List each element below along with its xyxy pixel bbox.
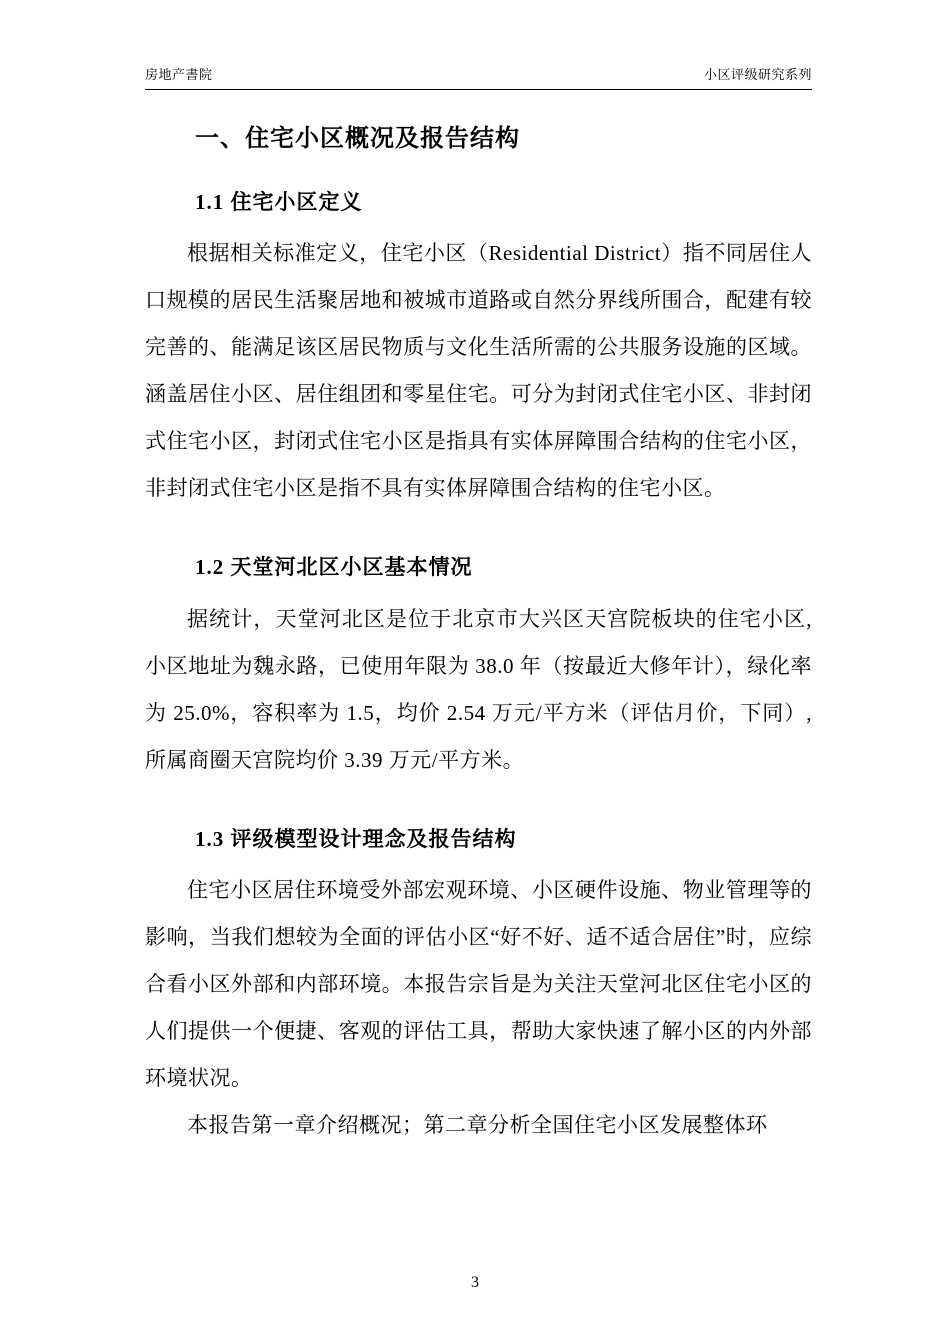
page-header (145, 0, 812, 90)
section-1-1 (145, 189, 812, 512)
header-left-text: 房地产書院 (145, 67, 213, 82)
section-1-2 (145, 554, 812, 783)
document-body (145, 124, 812, 1149)
section-1-1-heading: 1.1 住宅小区定义 (195, 190, 363, 215)
page-number: 3 (471, 1274, 479, 1291)
header-right-text: 小区评级研究系列 (703, 67, 812, 82)
section-1-2-paragraph: 据统计，天堂河北区是位于北京市大兴区天宫院板块的住宅小区,小区地址为魏永路，已使用年限为 38.0 年（按最近大修年计），绿化率为 25.0%，容积率为 1.5，均价 2.54 万元/平方米（评估月价，下同）,所属商圈天宫院均价 3.39 万元/平方米。 (145, 606, 812, 772)
chapter-title: 一、住宅小区概况及报告结构 (195, 126, 520, 152)
section-1-1-paragraph: 根据相关标准定义，住宅小区（Residential District）指不同居住人口规模的居民生活聚居地和被城市道路或自然分界线所围合，配建有较完善的、能满足该区居民物质与文化生活所需的公共服务设施的区域。涵盖居住小区、居住组团和零星住宅。可分为封闭式住宅小区、非封闭式住宅小区，封闭式住宅小区是指具有实体屏障围合结构的住宅小区，非封闭式住宅小区是指不具有实体屏障围合结构的住宅小区。 (145, 241, 812, 501)
section-1-3-paragraph-1: 住宅小区居住环境受外部宏观环境、小区硬件设施、物业管理等的影响，当我们想较为全面的评估小区“好不好、适不适合居住”时，应综合看小区外部和内部环境。本报告宗旨是为关注天堂河北区住宅小区的人们提供一个便捷、客观的评估工具，帮助大家快速了解小区的内外部环境状况。 (145, 878, 812, 1091)
section-1-3-heading: 1.3 评级模型设计理念及报告结构 (195, 826, 517, 851)
section-1-3 (145, 826, 812, 1149)
section-1-3-paragraph-2: 本报告第一章介绍概况；第二章分析全国住宅小区发展整体环 (187, 1113, 768, 1138)
section-1-2-heading: 1.2 天堂河北区小区基本情况 (195, 555, 473, 580)
page-footer (0, 1274, 950, 1292)
